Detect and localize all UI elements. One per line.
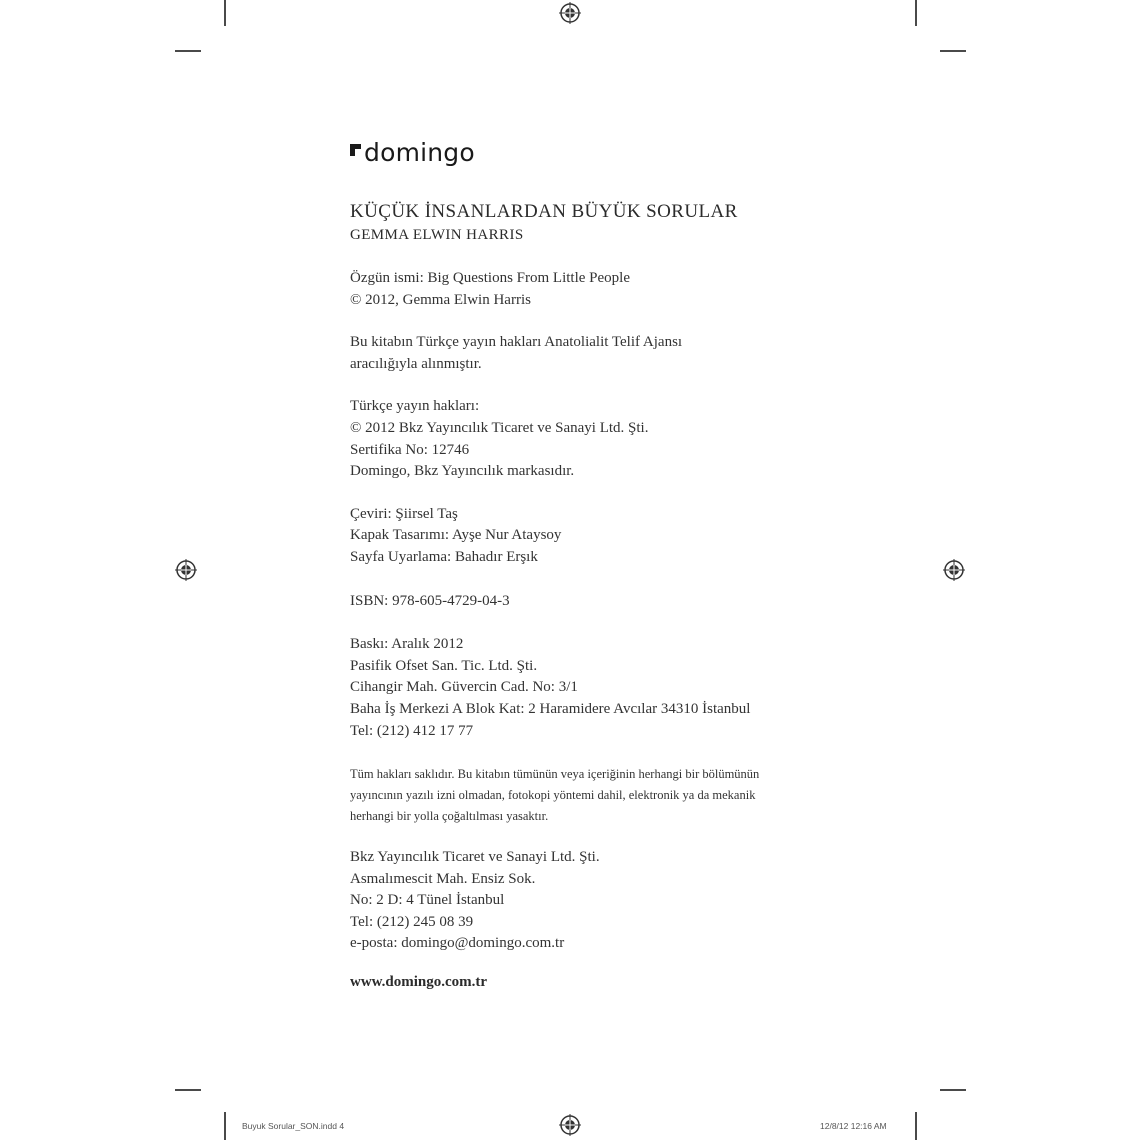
layout-credit: Sayfa Uyarlama: Bahadır Erşık [350, 548, 538, 565]
original-title-block [350, 268, 870, 311]
printing-block [350, 634, 870, 742]
crop-mark-left-top [175, 50, 201, 52]
rights-agency-line-1: Bu kitabın Türkçe yayın hakları Anatolialit Telif Ajansı [350, 334, 683, 351]
crop-mark-bottom-right [915, 1112, 917, 1140]
crop-mark-top-left [224, 0, 226, 26]
crop-mark-left-bottom [175, 1089, 201, 1091]
publisher-logo [348, 138, 475, 167]
crop-mark-right-bottom [940, 1089, 966, 1091]
crop-mark-bottom-left [224, 1112, 226, 1140]
rights-agency-line-2: aracılığıyla alınmıştır. [350, 355, 482, 372]
turkish-rights-line-1: Türkçe yayın hakları: [350, 398, 480, 415]
registration-mark-right-icon [943, 559, 965, 581]
certificate-number: Sertifika No: 12746 [350, 441, 470, 458]
original-title-line: Özgün ismi: Big Questions From Little People [350, 270, 630, 286]
brand-note: Domingo, Bkz Yayıncılık markasıdır. [350, 463, 575, 480]
colophon [350, 200, 870, 991]
publisher-name: Bkz Yayıncılık Ticaret ve Sanayi Ltd. Şti. [350, 849, 600, 866]
publisher-address-1: Asmalımescit Mah. Ensiz Sok. [350, 870, 536, 887]
crop-mark-top-right [915, 0, 917, 26]
translator-credit: Çeviri: Şiirsel Taş [350, 505, 458, 522]
rights-notice-line-1: Tüm hakları saklıdır. Bu kitabın tümünün veya içeriğinin herhangi bir bölümünün [350, 767, 760, 782]
registration-mark-top-icon [559, 2, 581, 24]
printing-date: Baskı: Aralık 2012 [350, 636, 464, 653]
rights-notice-block [350, 764, 870, 827]
logo-text: domingo [364, 138, 475, 167]
rights-agency-block [350, 332, 870, 375]
publisher-email: e-posta: domingo@domingo.com.tr [350, 935, 565, 952]
rights-notice-line-3: herhangi bir yolla çoğaltılması yasaktır. [350, 809, 549, 824]
publisher-phone: Tel: (212) 245 08 39 [350, 913, 474, 930]
printer-address-2: Baha İş Merkezi A Blok Kat: 2 Haramidere Avcılar 34310 İstanbul [350, 700, 751, 717]
book-author: GEMMA ELWIN HARRIS [350, 227, 524, 243]
turkish-rights-block [350, 396, 870, 482]
credits-block [350, 504, 870, 569]
registration-mark-left-icon [175, 559, 197, 581]
turkish-rights-line-2: © 2012 Bkz Yayıncılık Ticaret ve Sanayi Ltd. Şti. [350, 419, 649, 436]
cover-design-credit: Kapak Tasarımı: Ayşe Nur Ataysoy [350, 527, 562, 544]
publisher-block [350, 847, 870, 955]
printer-address-1: Cihangir Mah. Güvercin Cad. No: 3/1 [350, 679, 578, 696]
rights-notice-line-2: yayıncının yazılı izni olmadan, fotokopi yöntemi dahil, elektronik ya da mekanik [350, 788, 756, 803]
printer-name: Pasifik Ofset San. Tic. Ltd. Şti. [350, 657, 538, 674]
publisher-address-2: No: 2 D: 4 Tünel İstanbul [350, 892, 505, 909]
crop-mark-right-top [940, 50, 966, 52]
domingo-logo-icon [348, 142, 362, 164]
registration-mark-bottom-icon [559, 1114, 581, 1136]
book-title: KÜÇÜK İNSANLARDAN BÜYÜK SORULAR [350, 201, 738, 222]
original-copyright-line: © 2012, Gemma Elwin Harris [350, 291, 531, 308]
printer-phone: Tel: (212) 412 17 77 [350, 722, 474, 739]
slug-filename: Buyuk Sorular_SON.indd 4 [242, 1121, 345, 1131]
slug-datetime: 12/8/12 12:16 AM [820, 1121, 887, 1131]
isbn: ISBN: 978-605-4729-04-3 [350, 592, 510, 609]
website-link[interactable]: www.domingo.com.tr [350, 974, 488, 991]
